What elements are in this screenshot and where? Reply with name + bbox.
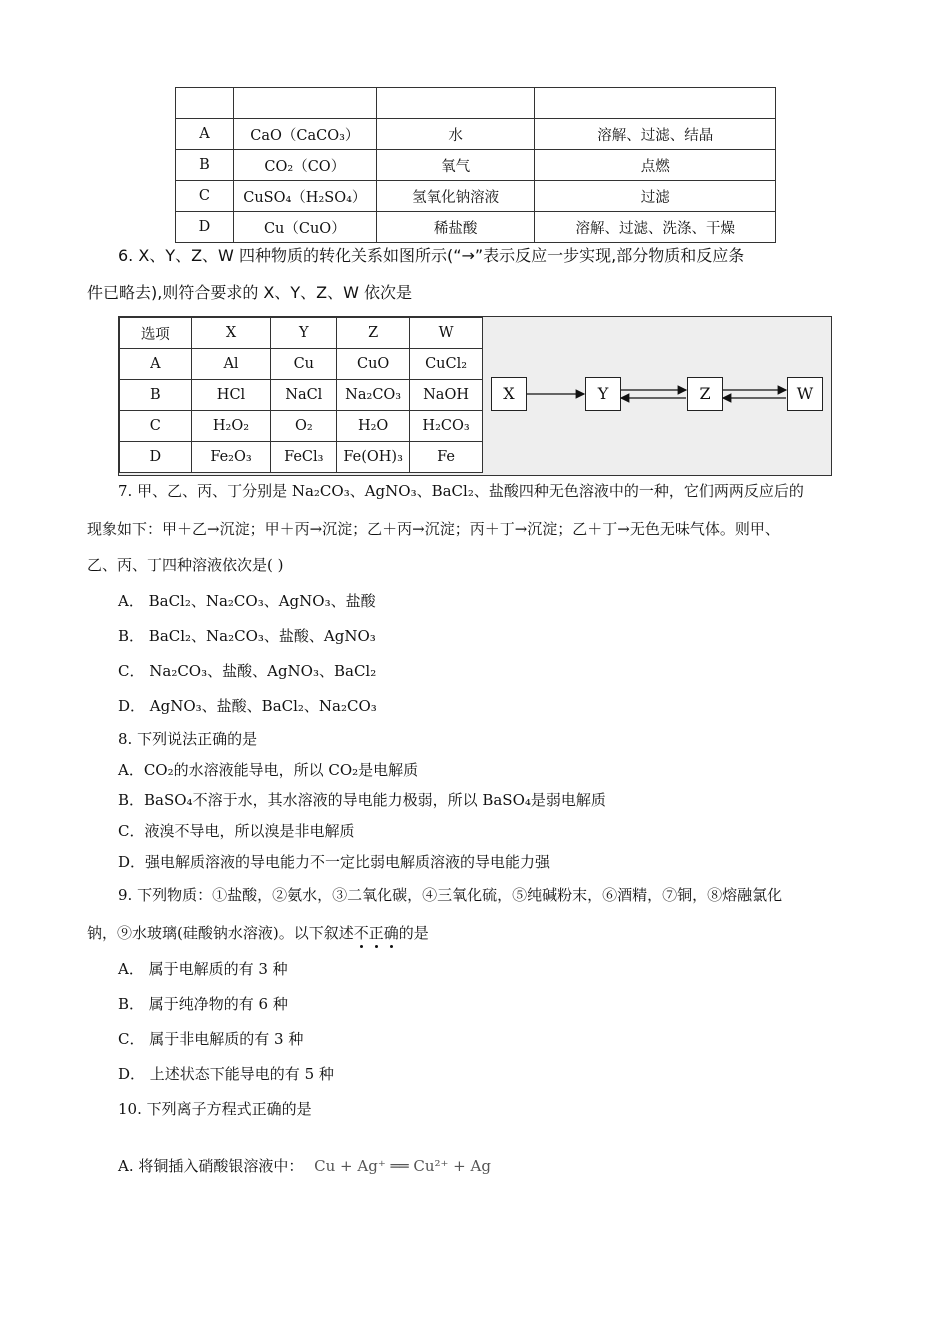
node-x: X	[491, 377, 527, 411]
q6-table-header-cell: W	[410, 318, 483, 349]
q5-table-cell: D	[176, 212, 234, 243]
q9-option-a: A． 属于电解质的有 3 种	[118, 960, 288, 978]
q9-line2-pre: 钠，⑨水玻璃(硅酸钠水溶液)。以下叙述	[87, 924, 354, 942]
q6-table-cell: B	[120, 380, 192, 411]
q10-stem: 10. 下列离子方程式正确的是	[118, 1100, 312, 1118]
q6-table-cell: H₂O₂	[191, 411, 271, 442]
q5-table-cell: 溶解、过滤、结晶	[535, 119, 776, 150]
q9-option-d: D． 上述状态下能导电的有 5 种	[118, 1065, 334, 1083]
q8-option-d: D．强电解质溶液的导电能力不一定比弱电解质溶液的导电能力强	[118, 853, 551, 871]
q6-table-header-cell: X	[191, 318, 271, 349]
q5-table-cell: Cu（CuO）	[233, 212, 376, 243]
node-y: Y	[585, 377, 621, 411]
q5-table-cell: 稀盐酸	[376, 212, 535, 243]
q5-table-row	[176, 181, 776, 212]
q6-table-cell: HCl	[191, 380, 271, 411]
q5-table-cell	[535, 88, 776, 119]
q6-table-cell: FeCl₃	[271, 442, 337, 473]
q6-table-cell: NaCl	[271, 380, 337, 411]
q6-table-cell: Fe(OH)₃	[337, 442, 410, 473]
q5-table-cell: CaO（CaCO₃）	[233, 119, 376, 150]
q9-option-c: C． 属于非电解质的有 3 种	[118, 1030, 304, 1048]
q5-table-cell: 水	[376, 119, 535, 150]
q6-table-cell: O₂	[271, 411, 337, 442]
q5-table-cell: 点燃	[535, 150, 776, 181]
q7-option-c: C． Na₂CO₃、盐酸、AgNO₃、BaCl₂	[118, 662, 377, 680]
q5-table-row	[176, 212, 776, 243]
q5-table-cell: B	[176, 150, 234, 181]
q9-option-b: B． 属于纯净物的有 6 种	[118, 995, 288, 1013]
q6-table-cell: Cu	[271, 349, 337, 380]
node-w: W	[787, 377, 823, 411]
q6-table-cell: D	[120, 442, 192, 473]
q9-stem-line1: 9. 下列物质：①盐酸，②氨水，③二氧化碳，④三氧化硫，⑤纯碱粉末，⑥酒精，⑦铜，⑧熔融氯化	[118, 886, 783, 904]
q6-table-cell: Na₂CO₃	[337, 380, 410, 411]
q8-stem: 8. 下列说法正确的是	[118, 730, 258, 748]
q7-stem-line3: 乙、丙、丁四种溶液依次是( )	[87, 556, 284, 574]
q6-table-cell: Al	[191, 349, 271, 380]
q5-table-cell	[176, 88, 234, 119]
q6-table-cell: H₂CO₃	[410, 411, 483, 442]
q6-stem-line1: 6. X、Y、Z、W 四种物质的转化关系如图所示(“→”表示反应一步实现,部分物质和反应条	[118, 246, 745, 265]
q5-table-cell: 氧气	[376, 150, 535, 181]
q6-table-header-cell: Z	[337, 318, 410, 349]
q9-line2-post: 的是	[398, 924, 429, 942]
q6-table-header-cell: Y	[271, 318, 337, 349]
q7-stem-line2: 现象如下：甲＋乙→沉淀；甲＋丙→沉淀；乙＋丙→沉淀；丙＋丁→沉淀；乙＋丁→无色无味气体。则甲、	[87, 520, 780, 538]
q5-table-cell: CuSO₄（H₂SO₄）	[233, 181, 376, 212]
q6-table-cell: Fe	[410, 442, 483, 473]
q8-option-c: C．液溴不导电，所以溴是非电解质	[118, 822, 355, 840]
q5-table-cell	[233, 88, 376, 119]
q5-table-cell	[376, 88, 535, 119]
node-z: Z	[687, 377, 723, 411]
q5-table	[175, 87, 776, 243]
q5-table-cell: C	[176, 181, 234, 212]
q5-table-cell: CO₂（CO）	[233, 150, 376, 181]
q6-arrows	[119, 317, 831, 475]
q6-table-header-cell: 选项	[120, 318, 192, 349]
q7-stem-line1: 7. 甲、乙、丙、丁分别是 Na₂CO₃、AgNO₃、BaCl₂、盐酸四种无色溶液中的一种，它们两两反应后的	[118, 482, 804, 500]
q6-table-cell: CuO	[337, 349, 410, 380]
q10-option-a-equation: Cu + Ag⁺ ══ Cu²⁺ + Ag	[314, 1157, 491, 1175]
q5-table-cell: A	[176, 119, 234, 150]
q6-table-cell: H₂O	[337, 411, 410, 442]
q6-table-cell: CuCl₂	[410, 349, 483, 380]
q6-stem-line2: 件已略去),则符合要求的 X、Y、Z、W 依次是	[87, 283, 413, 302]
q8-option-a: A．CO₂的水溶液能导电，所以 CO₂是电解质	[118, 761, 419, 779]
q6-table-cell: Fe₂O₃	[191, 442, 271, 473]
q8-option-b: B．BaSO₄不溶于水，其水溶液的导电能力极弱，所以 BaSO₄是弱电解质	[118, 791, 606, 809]
q7-option-a: A． BaCl₂、Na₂CO₃、AgNO₃、盐酸	[118, 592, 376, 610]
q5-table-row	[176, 119, 776, 150]
q5-table-cell: 溶解、过滤、洗涤、干燥	[535, 212, 776, 243]
q5-table-cell: 氢氧化钠溶液	[376, 181, 535, 212]
q7-option-d: D． AgNO₃、盐酸、BaCl₂、Na₂CO₃	[118, 697, 377, 715]
q9-emphasis-text: 不正确	[353, 924, 399, 942]
q9-stem-line2	[87, 923, 429, 943]
q7-option-b: B． BaCl₂、Na₂CO₃、盐酸、AgNO₃	[118, 627, 376, 645]
q6-figure	[118, 316, 832, 476]
q9-emphasis	[354, 924, 399, 942]
q5-table-row	[176, 88, 776, 119]
q5-table-row	[176, 150, 776, 181]
q10-option-a	[118, 1156, 491, 1176]
q5-table-cell: 过滤	[535, 181, 776, 212]
q6-table-cell: A	[120, 349, 192, 380]
q6-table-cell: C	[120, 411, 192, 442]
q10-option-a-label: A. 将铜插入硝酸银溶液中：	[118, 1157, 304, 1175]
q6-table-cell: NaOH	[410, 380, 483, 411]
